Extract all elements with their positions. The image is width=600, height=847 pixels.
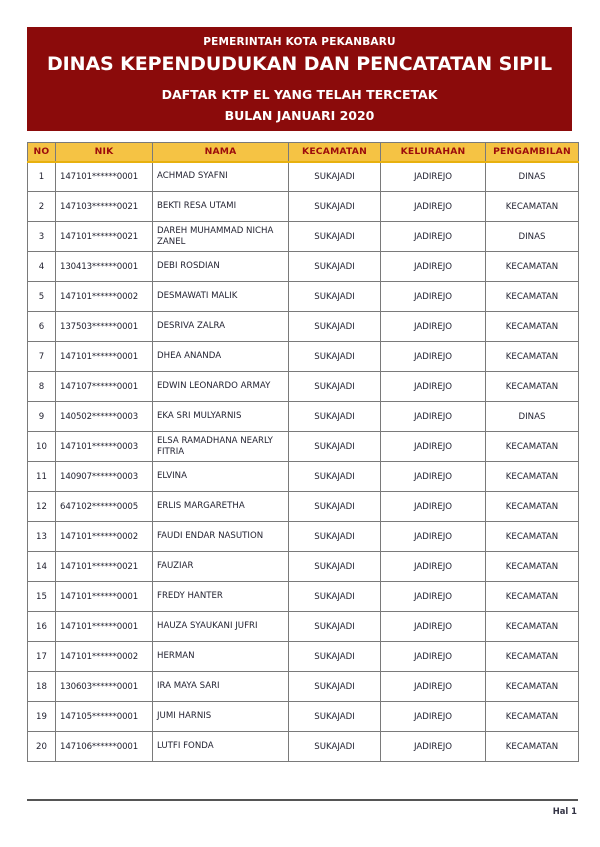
cell-nama: FAUDI ENDAR NASUTION <box>153 522 289 552</box>
cell-no: 15 <box>28 582 56 612</box>
cell-nama: DEBI ROSDIAN <box>153 252 289 282</box>
cell-pengambilan: KECAMATAN <box>486 492 579 522</box>
page-number: Hal 1 <box>552 806 577 816</box>
cell-nama: HERMAN <box>153 642 289 672</box>
cell-no: 10 <box>28 432 56 462</box>
table-row <box>28 402 579 432</box>
table-row <box>28 612 579 642</box>
cell-kecamatan: SUKAJADI <box>289 732 381 762</box>
cell-kelurahan: JADIREJO <box>381 702 486 732</box>
cell-no: 17 <box>28 642 56 672</box>
table-row <box>28 582 579 612</box>
cell-nik: 147101******0003 <box>56 432 153 462</box>
cell-pengambilan: KECAMATAN <box>486 702 579 732</box>
cell-nik: 147101******0001 <box>56 162 153 192</box>
cell-pengambilan: KECAMATAN <box>486 612 579 642</box>
cell-nik: 130413******0001 <box>56 252 153 282</box>
cell-nik: 147105******0001 <box>56 702 153 732</box>
column-header-pengambilan: PENGAMBILAN <box>486 143 579 162</box>
cell-kelurahan: JADIREJO <box>381 582 486 612</box>
document-header-banner <box>27 27 572 131</box>
cell-nama: ELSA RAMADHANA NEARLY FITRIA <box>153 432 289 462</box>
cell-kelurahan: JADIREJO <box>381 312 486 342</box>
cell-pengambilan: KECAMATAN <box>486 552 579 582</box>
report-period: BULAN JANUARI 2020 <box>224 108 375 123</box>
ktp-listing-table <box>27 142 579 762</box>
cell-no: 9 <box>28 402 56 432</box>
table-row <box>28 192 579 222</box>
cell-kecamatan: SUKAJADI <box>289 672 381 702</box>
cell-kelurahan: JADIREJO <box>381 372 486 402</box>
cell-no: 12 <box>28 492 56 522</box>
table-row <box>28 702 579 732</box>
cell-nik: 137503******0001 <box>56 312 153 342</box>
cell-kecamatan: SUKAJADI <box>289 372 381 402</box>
table-row <box>28 522 579 552</box>
cell-no: 6 <box>28 312 56 342</box>
cell-pengambilan: KECAMATAN <box>486 192 579 222</box>
cell-kelurahan: JADIREJO <box>381 192 486 222</box>
cell-kecamatan: SUKAJADI <box>289 522 381 552</box>
cell-no: 13 <box>28 522 56 552</box>
table-row <box>28 462 579 492</box>
cell-nik: 147101******0021 <box>56 222 153 252</box>
cell-pengambilan: DINAS <box>486 162 579 192</box>
cell-nama: DAREH MUHAMMAD NICHA ZANEL <box>153 222 289 252</box>
cell-nama: EKA SRI MULYARNIS <box>153 402 289 432</box>
cell-kelurahan: JADIREJO <box>381 672 486 702</box>
table-row <box>28 342 579 372</box>
cell-no: 7 <box>28 342 56 372</box>
cell-kecamatan: SUKAJADI <box>289 282 381 312</box>
cell-nama: HAUZA SYAUKANI JUFRI <box>153 612 289 642</box>
cell-nama: ACHMAD SYAFNI <box>153 162 289 192</box>
cell-kelurahan: JADIREJO <box>381 492 486 522</box>
column-header-nik: NIK <box>56 143 153 162</box>
cell-kelurahan: JADIREJO <box>381 402 486 432</box>
cell-pengambilan: KECAMATAN <box>486 372 579 402</box>
column-header-kecamatan: KECAMATAN <box>289 143 381 162</box>
cell-kecamatan: SUKAJADI <box>289 432 381 462</box>
cell-pengambilan: KECAMATAN <box>486 672 579 702</box>
table-row <box>28 162 579 192</box>
ktp-listing-table-container <box>27 142 578 762</box>
cell-kelurahan: JADIREJO <box>381 522 486 552</box>
cell-no: 11 <box>28 462 56 492</box>
cell-nik: 130603******0001 <box>56 672 153 702</box>
cell-kecamatan: SUKAJADI <box>289 222 381 252</box>
table-header-row <box>28 143 579 162</box>
cell-no: 20 <box>28 732 56 762</box>
cell-pengambilan: KECAMATAN <box>486 252 579 282</box>
cell-kecamatan: SUKAJADI <box>289 402 381 432</box>
cell-pengambilan: KECAMATAN <box>486 522 579 552</box>
cell-nik: 147103******0021 <box>56 192 153 222</box>
cell-nama: EDWIN LEONARDO ARMAY <box>153 372 289 402</box>
cell-no: 4 <box>28 252 56 282</box>
government-name: PEMERINTAH KOTA PEKANBARU <box>203 36 396 48</box>
cell-pengambilan: KECAMATAN <box>486 462 579 492</box>
column-header-kelurahan: KELURAHAN <box>381 143 486 162</box>
cell-pengambilan: DINAS <box>486 402 579 432</box>
table-body <box>28 162 579 762</box>
table-row <box>28 372 579 402</box>
footer-divider <box>27 799 578 801</box>
cell-no: 16 <box>28 612 56 642</box>
cell-no: 5 <box>28 282 56 312</box>
cell-kecamatan: SUKAJADI <box>289 192 381 222</box>
cell-nama: FREDY HANTER <box>153 582 289 612</box>
table-row <box>28 552 579 582</box>
cell-no: 3 <box>28 222 56 252</box>
column-header-nama: NAMA <box>153 143 289 162</box>
cell-kecamatan: SUKAJADI <box>289 612 381 642</box>
cell-pengambilan: KECAMATAN <box>486 342 579 372</box>
cell-kelurahan: JADIREJO <box>381 432 486 462</box>
cell-nik: 147101******0001 <box>56 342 153 372</box>
cell-nik: 147107******0001 <box>56 372 153 402</box>
cell-nik: 140907******0003 <box>56 462 153 492</box>
cell-nama: BEKTI RESA UTAMI <box>153 192 289 222</box>
cell-nik: 147106******0001 <box>56 732 153 762</box>
cell-kelurahan: JADIREJO <box>381 162 486 192</box>
cell-kecamatan: SUKAJADI <box>289 582 381 612</box>
cell-kecamatan: SUKAJADI <box>289 252 381 282</box>
cell-nama: DESRIVA ZALRA <box>153 312 289 342</box>
cell-kelurahan: JADIREJO <box>381 342 486 372</box>
page-footer <box>27 799 578 816</box>
cell-pengambilan: KECAMATAN <box>486 582 579 612</box>
cell-pengambilan: KECAMATAN <box>486 432 579 462</box>
cell-kelurahan: JADIREJO <box>381 282 486 312</box>
table-header <box>28 143 579 162</box>
cell-no: 1 <box>28 162 56 192</box>
cell-pengambilan: KECAMATAN <box>486 642 579 672</box>
table-row <box>28 282 579 312</box>
cell-pengambilan: DINAS <box>486 222 579 252</box>
table-row <box>28 672 579 702</box>
cell-no: 19 <box>28 702 56 732</box>
cell-kelurahan: JADIREJO <box>381 252 486 282</box>
cell-kecamatan: SUKAJADI <box>289 342 381 372</box>
cell-pengambilan: KECAMATAN <box>486 732 579 762</box>
column-header-no: NO <box>28 143 56 162</box>
cell-nik: 647102******0005 <box>56 492 153 522</box>
cell-kecamatan: SUKAJADI <box>289 312 381 342</box>
cell-pengambilan: KECAMATAN <box>486 312 579 342</box>
cell-no: 8 <box>28 372 56 402</box>
cell-no: 2 <box>28 192 56 222</box>
cell-pengambilan: KECAMATAN <box>486 282 579 312</box>
cell-kelurahan: JADIREJO <box>381 552 486 582</box>
cell-kecamatan: SUKAJADI <box>289 462 381 492</box>
table-row <box>28 432 579 462</box>
cell-nik: 140502******0003 <box>56 402 153 432</box>
cell-nama: ELVINA <box>153 462 289 492</box>
cell-kecamatan: SUKAJADI <box>289 162 381 192</box>
cell-kelurahan: JADIREJO <box>381 732 486 762</box>
cell-kelurahan: JADIREJO <box>381 642 486 672</box>
table-row <box>28 642 579 672</box>
cell-kecamatan: SUKAJADI <box>289 642 381 672</box>
table-row <box>28 492 579 522</box>
document-title: DAFTAR KTP EL YANG TELAH TERCETAK <box>161 87 438 102</box>
cell-nama: FAUZIAR <box>153 552 289 582</box>
cell-kecamatan: SUKAJADI <box>289 552 381 582</box>
cell-nik: 147101******0001 <box>56 582 153 612</box>
cell-nama: IRA MAYA SARI <box>153 672 289 702</box>
cell-kecamatan: SUKAJADI <box>289 702 381 732</box>
table-row <box>28 732 579 762</box>
cell-kecamatan: SUKAJADI <box>289 492 381 522</box>
cell-nik: 147101******0021 <box>56 552 153 582</box>
cell-kelurahan: JADIREJO <box>381 612 486 642</box>
department-name: DINAS KEPENDUDUKAN DAN PENCATATAN SIPIL <box>47 53 552 75</box>
cell-nama: LUTFI FONDA <box>153 732 289 762</box>
table-row <box>28 222 579 252</box>
cell-kelurahan: JADIREJO <box>381 462 486 492</box>
cell-nama: DHEA ANANDA <box>153 342 289 372</box>
cell-nik: 147101******0002 <box>56 522 153 552</box>
cell-nama: DESMAWATI MALIK <box>153 282 289 312</box>
cell-nama: JUMI HARNIS <box>153 702 289 732</box>
table-row <box>28 312 579 342</box>
cell-nik: 147101******0002 <box>56 642 153 672</box>
cell-no: 18 <box>28 672 56 702</box>
cell-nik: 147101******0002 <box>56 282 153 312</box>
cell-nama: ERLIS MARGARETHA <box>153 492 289 522</box>
cell-kelurahan: JADIREJO <box>381 222 486 252</box>
cell-no: 14 <box>28 552 56 582</box>
cell-nik: 147101******0001 <box>56 612 153 642</box>
table-row <box>28 252 579 282</box>
